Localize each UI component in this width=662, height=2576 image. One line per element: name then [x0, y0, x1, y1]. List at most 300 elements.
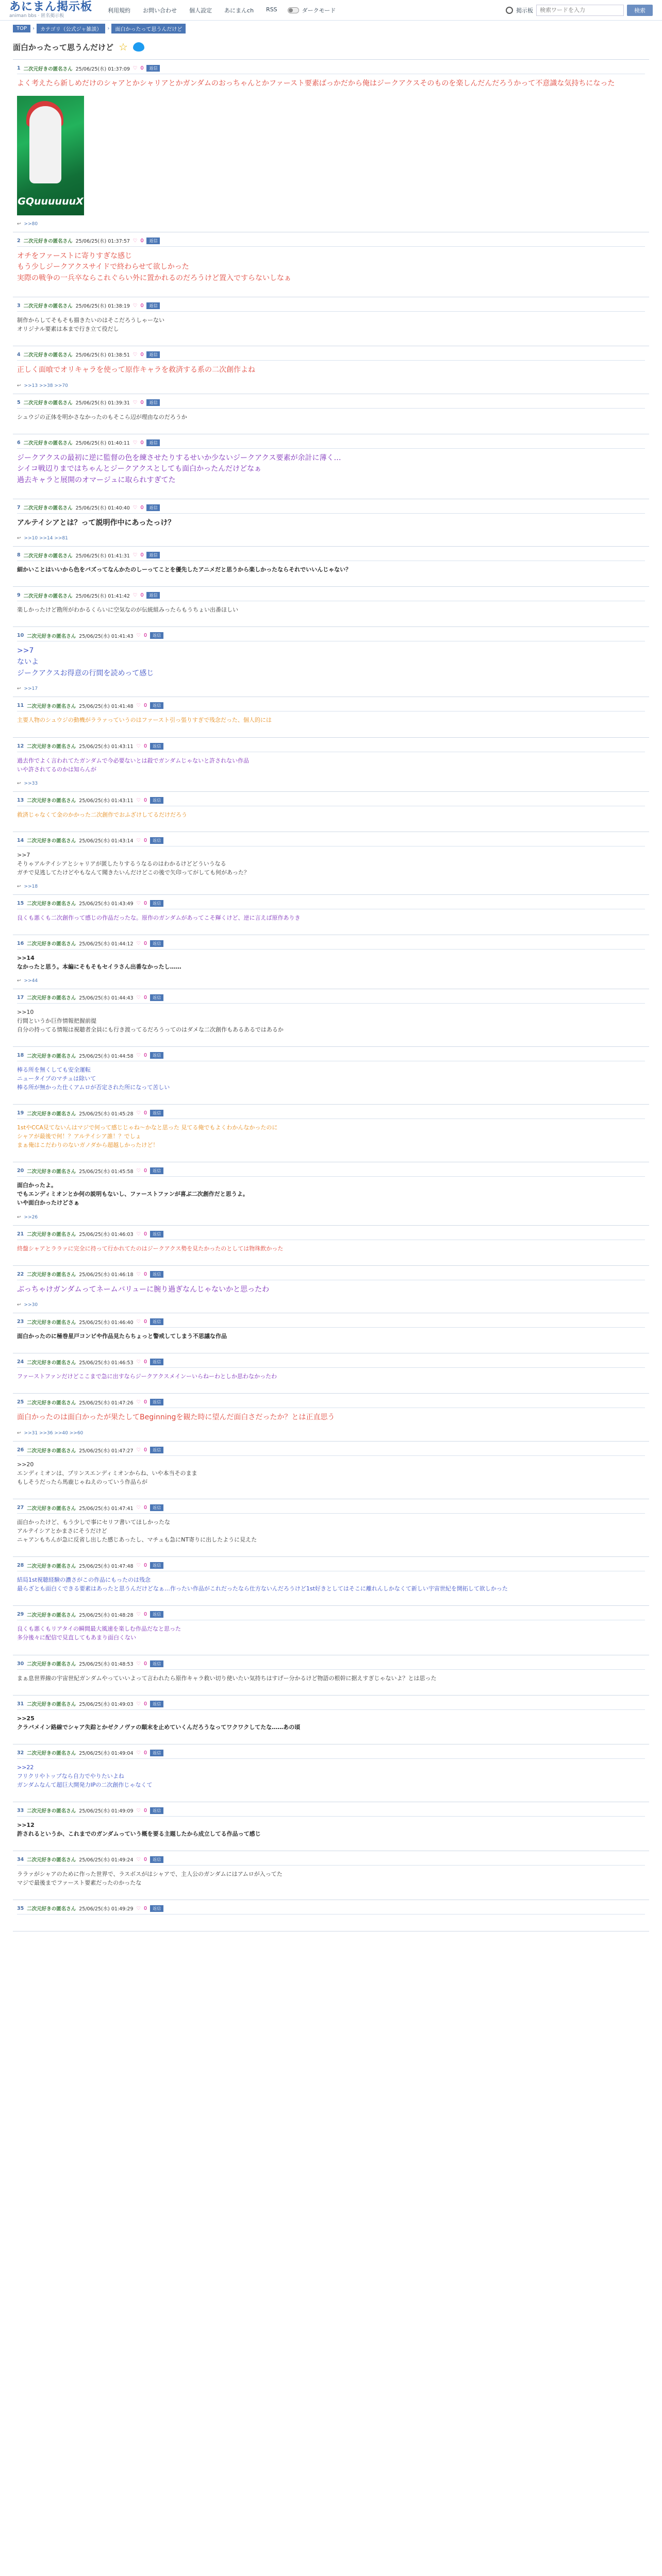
post-footer: [17, 1596, 645, 1605]
like-icon[interactable]: ♡: [133, 351, 138, 358]
like-count: 0: [144, 1168, 147, 1174]
like-icon[interactable]: ♡: [133, 238, 138, 244]
reply-button[interactable]: 返信: [146, 65, 160, 72]
reply-anchors[interactable]: >>10 >>14 >>81: [24, 536, 68, 541]
post-list: [13, 60, 649, 1931]
nav-rss[interactable]: RSS: [266, 6, 277, 13]
reply-button[interactable]: 返信: [150, 1750, 163, 1756]
reply-button[interactable]: 返信: [150, 1231, 163, 1238]
like-icon[interactable]: ♡: [136, 703, 141, 709]
post-body: オチをファーストに寄りすぎな感じ もう少しジークアクスサイドで終わらせて欲しかった 実際の戦争の一兵卒ならこれぐらい外に置かれるのだろうけど置入ですらないしなぁ: [17, 251, 291, 283]
post-item: [13, 1802, 649, 1851]
post-header: [17, 1269, 645, 1280]
reply-button[interactable]: 返信: [150, 702, 163, 709]
main-content: [13, 21, 649, 1931]
post-item: [13, 1900, 649, 1931]
poster-name: 二次元好きの匿名さん: [27, 838, 76, 844]
post-replies: [17, 1298, 645, 1313]
like-count: 0: [140, 351, 144, 358]
poster-name: 二次元好きの匿名さん: [23, 505, 73, 512]
reply-arrow-icon: ↩: [17, 781, 21, 786]
post-number[interactable]: 23: [17, 1319, 24, 1325]
reply-button[interactable]: 返信: [146, 302, 160, 309]
reply-button[interactable]: 返信: [150, 1110, 163, 1116]
poster-name: 二次元好きの匿名さん: [27, 901, 76, 907]
reply-button[interactable]: 返信: [150, 1905, 163, 1912]
reply-button[interactable]: 返信: [146, 238, 160, 244]
post-number[interactable]: 5: [17, 399, 21, 405]
post-number[interactable]: 22: [17, 1271, 24, 1277]
post-item: [13, 1105, 649, 1162]
like-count: 0: [144, 994, 147, 1001]
post-date: 25/06/25(水) 01:47:26: [79, 1400, 134, 1406]
reply-button[interactable]: 返信: [150, 994, 163, 1001]
post-item: [13, 1744, 649, 1802]
post-date: 25/06/25(水) 01:46:03: [79, 1232, 134, 1238]
post-item: [13, 60, 649, 232]
post-item: [13, 1394, 649, 1442]
poster-name: 二次元好きの匿名さん: [27, 1751, 76, 1757]
post-header: [17, 741, 645, 752]
post-date: 25/06/25(水) 01:47:41: [79, 1505, 134, 1512]
post-number[interactable]: 9: [17, 592, 21, 599]
post-header: [17, 1658, 645, 1670]
post-date: 25/06/25(水) 01:48:53: [79, 1662, 134, 1667]
post-number[interactable]: 26: [17, 1447, 24, 1453]
post-header: [17, 300, 645, 312]
post-date: 25/06/25(水) 01:38:51: [75, 352, 130, 359]
post-number[interactable]: 11: [17, 703, 24, 709]
reply-button[interactable]: 返信: [150, 900, 163, 907]
like-count: 0: [144, 1563, 147, 1569]
like-icon[interactable]: ♡: [136, 837, 141, 843]
post-header: [17, 1854, 645, 1866]
post-item: [13, 1226, 649, 1266]
post-body: ぶっちゃけガンダムってネームバリューに腕り過ぎなんじゃないかと思ったわ: [17, 1285, 270, 1294]
poster-name: 二次元好きの匿名さん: [27, 633, 76, 639]
post-number[interactable]: 4: [17, 351, 21, 358]
like-icon[interactable]: ♡: [136, 940, 141, 946]
post-item: [13, 697, 649, 737]
post-number[interactable]: 14: [17, 837, 24, 843]
post-number[interactable]: 1: [17, 65, 21, 71]
poster-name: 二次元好きの匿名さん: [27, 703, 76, 709]
post-number[interactable]: 17: [17, 994, 24, 1001]
like-count: 0: [144, 797, 147, 803]
like-count: 0: [140, 552, 144, 558]
post-item: [13, 989, 649, 1047]
like-icon[interactable]: ♡: [133, 302, 138, 309]
post-item: [13, 895, 649, 935]
post-body: 結局1st視聴経験の濃さがこの作品にもったのは残念 最らざとも面白くできる要素はあったと思うんだけどなぁ…作ったい作品がこれだったなら仕方ないんだろうけど1st好きとしてはそこに離れんしかなくて新しい宇宙世紀を開拓して欲しかった: [17, 1577, 508, 1592]
reply-button[interactable]: 返信: [150, 1399, 163, 1405]
like-icon[interactable]: ♡: [136, 1110, 141, 1116]
post-number[interactable]: 25: [17, 1399, 24, 1405]
reply-button[interactable]: 返信: [150, 1701, 163, 1707]
like-icon[interactable]: ♡: [133, 592, 138, 599]
reply-button[interactable]: 返信: [146, 552, 160, 558]
post-number[interactable]: 29: [17, 1612, 24, 1618]
post-number[interactable]: 28: [17, 1563, 24, 1569]
post-body: >>7 そりゃアルテイシアとシャリアが匿したりするうなるのはわかるけどどういうなる ガチで見逃してたけどやもなんて聞きたいんだけどこの後で矢印ってがしても何があった？: [17, 851, 250, 876]
nav-contact[interactable]: お問い合わせ: [143, 7, 177, 14]
post-replies: [17, 880, 645, 894]
reply-arrow-icon: ↩: [17, 221, 21, 227]
post-number[interactable]: 27: [17, 1505, 24, 1511]
post-header: [17, 1050, 645, 1061]
like-icon[interactable]: ♡: [136, 1563, 141, 1569]
post-number[interactable]: 33: [17, 1807, 24, 1814]
post-date: 25/06/25(水) 01:45:28: [79, 1111, 134, 1117]
post-footer: [17, 577, 645, 586]
reply-button[interactable]: 返信: [146, 504, 160, 511]
poster-name: 二次元好きの匿名さん: [27, 1612, 76, 1618]
post-date: 25/06/25(水) 01:41:42: [75, 593, 130, 599]
post-body: >>22 フリクリやトップなら自力でやりたいよね ガンダムなんて超巨大開発力IPの二次創作じゃなくて: [17, 1764, 153, 1788]
poster-name: 二次元好きの匿名さん: [27, 1857, 76, 1863]
reply-anchors[interactable]: >>31 >>36 >>40 >>60: [24, 1431, 84, 1436]
post-date: 25/06/25(水) 01:38:19: [75, 303, 130, 310]
breadcrumb: [13, 24, 649, 33]
reply-arrow-icon: ↩: [17, 536, 21, 541]
like-count: 0: [140, 399, 144, 405]
reply-button[interactable]: 返信: [150, 1271, 163, 1278]
like-icon[interactable]: ♡: [133, 65, 138, 71]
post-footer: [17, 1153, 645, 1162]
like-count: 0: [144, 1359, 147, 1365]
search-button[interactable]: 検索: [627, 5, 653, 16]
like-icon[interactable]: ♡: [136, 1168, 141, 1174]
post-footer: [17, 1256, 645, 1265]
post-footer: [17, 1037, 645, 1046]
post-header: [17, 700, 645, 711]
reply-anchors[interactable]: >>33: [24, 781, 38, 786]
like-count: 0: [144, 837, 147, 843]
poster-name: 二次元好きの匿名さん: [23, 440, 73, 447]
poster-name: 二次元好きの匿名さん: [23, 400, 73, 406]
reply-button[interactable]: 返信: [150, 1611, 163, 1618]
post-footer: [17, 1890, 645, 1900]
post-date: 25/06/25(水) 01:40:11: [75, 440, 130, 447]
reply-anchors[interactable]: >>18: [24, 884, 38, 889]
post-body: 面白かったのに極巻星戸コンビや作品見たらちょっと警戒してしまう不思議な作品: [17, 1333, 227, 1340]
like-count: 0: [144, 940, 147, 946]
post-date: 25/06/25(水) 01:37:09: [75, 66, 130, 72]
post-number[interactable]: 35: [17, 1905, 24, 1911]
like-icon[interactable]: ♡: [136, 1319, 141, 1325]
post-header: [17, 835, 645, 846]
post-header: [17, 502, 645, 514]
like-icon[interactable]: ♡: [133, 552, 138, 558]
post-body: 棒る所を無くしても安全運転 ニュータイプのマチュは除いて 棒る所が無かった仕くアムロが否定された所になって苦しい: [17, 1066, 170, 1091]
post-date: 25/06/25(水) 01:40:40: [75, 505, 130, 512]
post-item: [13, 1313, 649, 1353]
reply-anchors[interactable]: >>80: [24, 221, 38, 227]
post-item: [13, 1696, 649, 1744]
reply-button[interactable]: 返信: [150, 1562, 163, 1569]
post-item: [13, 297, 649, 346]
post-number[interactable]: 20: [17, 1168, 24, 1174]
post-number[interactable]: 15: [17, 900, 24, 906]
site-logo[interactable]: [9, 2, 92, 19]
post-item: [13, 346, 649, 394]
post-body: 救済じゃなくて金のかかった二次創作でおふざけしてるだけだろう: [17, 811, 187, 818]
post-number[interactable]: 10: [17, 633, 24, 639]
post-item: [13, 832, 649, 895]
like-count: 0: [140, 504, 144, 511]
post-header: [17, 1805, 645, 1817]
poster-name: 二次元好きの匿名さん: [27, 1272, 76, 1278]
like-icon[interactable]: ♡: [136, 1807, 141, 1814]
reply-button[interactable]: 返信: [150, 1359, 163, 1365]
twitter-share-icon[interactable]: [133, 42, 144, 52]
post-number[interactable]: 19: [17, 1110, 24, 1116]
post-item: [13, 627, 649, 697]
post-number[interactable]: 16: [17, 940, 24, 946]
like-icon[interactable]: ♡: [136, 1612, 141, 1618]
post-number[interactable]: 32: [17, 1750, 24, 1756]
post-footer: [17, 1384, 645, 1393]
post-number[interactable]: 24: [17, 1359, 24, 1365]
post-header: [17, 397, 645, 409]
post-footer: [17, 822, 645, 832]
post-item: [13, 1266, 649, 1314]
post-number[interactable]: 30: [17, 1660, 24, 1667]
post-date: 25/06/25(水) 01:41:43: [79, 633, 134, 639]
like-count: 0: [144, 1053, 147, 1059]
post-body: 良くも悪くもリアタイの瞬間最大風速を楽しむ作品だなと思った 多分後々に配信で見直してもあまり面白くない: [17, 1625, 181, 1641]
like-count: 0: [144, 1807, 147, 1814]
post-number[interactable]: 6: [17, 439, 21, 446]
post-header: [17, 1397, 645, 1408]
like-count: 0: [140, 238, 144, 244]
thread-title: 面白かったって思うんだけど: [13, 42, 114, 52]
like-icon[interactable]: ♡: [136, 1271, 141, 1277]
reply-button[interactable]: 返信: [150, 632, 163, 639]
poster-name: 二次元好きの匿名さん: [27, 1662, 76, 1667]
post-date: 25/06/25(水) 01:43:11: [79, 744, 134, 750]
reply-anchors[interactable]: >>17: [24, 686, 38, 692]
post-item: [13, 394, 649, 434]
breadcrumb-top[interactable]: TOP: [13, 25, 30, 32]
reply-button[interactable]: 返信: [146, 439, 160, 446]
post-date: 25/06/25(水) 01:47:27: [79, 1448, 134, 1454]
post-number[interactable]: 13: [17, 797, 24, 803]
post-footer: [17, 1922, 645, 1931]
like-count: 0: [144, 1905, 147, 1911]
post-number[interactable]: 31: [17, 1701, 24, 1707]
post-item: [13, 738, 649, 792]
post-body: 終盤シャアとララァに完全に持って行かれてたのはジークアクス勢を見たかったのとしては物珠飲かった: [17, 1245, 284, 1252]
like-icon[interactable]: ♡: [136, 743, 141, 749]
poster-name: 二次元好きの匿名さん: [27, 798, 76, 804]
post-number[interactable]: 34: [17, 1856, 24, 1862]
post-footer: [17, 728, 645, 737]
reply-button[interactable]: 返信: [150, 1807, 163, 1814]
reply-arrow-icon: ↩: [17, 1214, 21, 1220]
post-number[interactable]: 3: [17, 302, 21, 309]
post-header: [17, 1108, 645, 1119]
post-date: 25/06/25(水) 01:44:12: [79, 941, 134, 947]
post-body: >>7 ないよ ジークアクスお得意の行間を読めって感じ: [17, 647, 154, 677]
post-header: [17, 349, 645, 361]
post-replies: [17, 532, 645, 546]
like-icon[interactable]: ♡: [136, 1231, 141, 1237]
post-item: [13, 1655, 649, 1696]
reply-button[interactable]: 返信: [150, 837, 163, 844]
poster-name: 二次元好きの匿名さん: [27, 1111, 76, 1117]
post-replies: [17, 777, 645, 791]
post-number[interactable]: 8: [17, 552, 21, 558]
reply-button[interactable]: 返信: [150, 1052, 163, 1059]
reply-anchors[interactable]: >>44: [24, 978, 38, 984]
reply-button[interactable]: 返信: [150, 1167, 163, 1174]
post-item: [13, 1162, 649, 1225]
like-icon[interactable]: ♡: [136, 797, 141, 803]
post-body: よく考えたら新しめだけのシャアとかシャリアとかガンダムのおっちゃんとかファースト要素ばっかだから俺はジークアクスそのものを楽しんだんだろうかって不意識な気持ちになった: [17, 79, 615, 88]
nav-settings[interactable]: 個人設定: [189, 7, 212, 14]
like-count: 0: [140, 439, 144, 446]
post-body: 1stやCCA見てないんはマジで何って感じじゃね～かなと思った 見てる俺でもよくわかんなかったのに シャアが最後で何！？アルテイシア誰！？でしょ まぁ俺はこだわりのないガノダから超越しかったけど！: [17, 1124, 278, 1149]
like-count: 0: [144, 1612, 147, 1618]
favorite-star-icon[interactable]: ☆: [119, 41, 128, 53]
post-footer: [17, 425, 645, 434]
post-body: [17, 1914, 645, 1922]
like-count: 0: [140, 65, 144, 71]
poster-name: 二次元好きの匿名さん: [23, 303, 73, 310]
like-icon[interactable]: ♡: [136, 1905, 141, 1911]
post-image[interactable]: GQuuuuuuX: [17, 96, 84, 215]
post-header: [17, 63, 645, 74]
search-input[interactable]: [536, 5, 624, 16]
post-body: 過去作でよく言われてたガンダムで今必要ないとは殺でガンダムじゃないと許されない作品 いや許されてるのかは知らんが: [17, 757, 250, 773]
breadcrumb-thread[interactable]: 面白かったって思うんだけど: [111, 24, 186, 33]
like-icon[interactable]: ♡: [136, 1399, 141, 1405]
like-icon[interactable]: ♡: [136, 900, 141, 906]
logo-text: あにまん掲示板: [9, 1, 93, 13]
breadcrumb-category[interactable]: カテゴリ（公式ジャ雑談）: [37, 24, 105, 33]
like-icon[interactable]: ♡: [136, 1701, 141, 1707]
post-footer: [17, 1547, 645, 1556]
like-icon[interactable]: ♡: [136, 1359, 141, 1365]
post-number[interactable]: 12: [17, 743, 24, 749]
like-count: 0: [144, 1856, 147, 1862]
like-count: 0: [144, 1447, 147, 1453]
reply-arrow-icon: ↩: [17, 884, 21, 889]
like-icon[interactable]: ♡: [133, 504, 138, 511]
post-number[interactable]: 21: [17, 1231, 24, 1237]
poster-name: 二次元好きの匿名さん: [27, 1702, 76, 1708]
top-bar: [0, 0, 662, 21]
reply-button[interactable]: 返信: [150, 1856, 163, 1863]
poster-name: 二次元好きの匿名さん: [27, 1400, 76, 1406]
nav-terms[interactable]: 利用規約: [108, 7, 131, 14]
post-number[interactable]: 2: [17, 238, 21, 244]
post-header: [17, 1357, 645, 1368]
post-body: ララァがシャアのために作った世界で、ラスボスがはシャアで、主人公のガンダムにはアムロが入ってた マジで最後までファースト要素だったのかったな: [17, 1870, 283, 1886]
reply-button[interactable]: 返信: [150, 1504, 163, 1511]
dark-mode-toggle[interactable]: [288, 6, 336, 14]
poster-name: 二次元好きの匿名さん: [27, 995, 76, 1002]
like-count: 0: [144, 1319, 147, 1325]
nav-animanch[interactable]: あにまんch: [224, 7, 254, 14]
post-body: 細かいことはいいから色をバズってなんかたのしーってことを優先したアニメだと思うから楽しかったならそれでいいんじゃない？: [17, 566, 352, 573]
reply-button[interactable]: 返信: [150, 743, 163, 750]
post-footer: [17, 1792, 645, 1802]
post-number[interactable]: 7: [17, 504, 21, 511]
toggle-switch-icon[interactable]: [288, 7, 299, 13]
post-body: ファーストファンだけどここまで急に出すならジークアクスメインーいらねーわとしか思わなかったわ: [17, 1373, 277, 1380]
reply-button[interactable]: 返信: [146, 399, 160, 406]
like-icon[interactable]: ♡: [136, 1053, 141, 1059]
reply-button[interactable]: 返信: [150, 940, 163, 947]
post-item: [13, 499, 649, 547]
post-header: [17, 1699, 645, 1710]
post-body: アルテイシアとは？って説明作中にあったっけ？: [17, 518, 175, 527]
reply-arrow-icon: ↩: [17, 1302, 21, 1308]
post-date: 25/06/25(水) 01:45:58: [79, 1168, 134, 1175]
reply-arrow-icon: ↩: [17, 686, 21, 692]
post-replies: [17, 1211, 645, 1225]
like-icon[interactable]: ♡: [136, 1505, 141, 1511]
like-icon[interactable]: ♡: [136, 1447, 141, 1453]
post-date: 25/06/25(水) 01:49:24: [79, 1857, 134, 1863]
reply-button[interactable]: 返信: [150, 1318, 163, 1325]
reply-button[interactable]: 返信: [146, 592, 160, 599]
reply-button[interactable]: 返信: [150, 1660, 163, 1667]
reply-button[interactable]: 返信: [146, 351, 160, 358]
post-body: >>25 クラバメイン路線でシャア失踪とかゼクノヴァの顛末を止めていくんだろうなってワクワクしてたな……あの頃: [17, 1715, 301, 1731]
post-header: [17, 1502, 645, 1514]
like-icon[interactable]: ♡: [136, 1856, 141, 1862]
post-replies: [17, 1427, 645, 1441]
post-item: [13, 587, 649, 627]
post-date: 25/06/25(水) 01:41:48: [79, 703, 134, 709]
post-number[interactable]: 18: [17, 1053, 24, 1059]
post-date: 25/06/25(水) 01:41:31: [75, 553, 130, 559]
reply-button[interactable]: 返信: [150, 1447, 163, 1453]
poster-name: 二次元好きの匿名さん: [23, 239, 73, 245]
post-footer: [17, 1095, 645, 1104]
reply-button[interactable]: 返信: [150, 797, 163, 804]
like-count: 0: [144, 743, 147, 749]
post-date: 25/06/25(水) 01:46:18: [79, 1272, 134, 1278]
post-footer: [17, 287, 645, 297]
post-header: [17, 992, 645, 1004]
post-item: [13, 1499, 649, 1557]
dark-mode-label: ダークモード: [302, 7, 336, 14]
like-icon[interactable]: ♡: [133, 399, 138, 405]
like-icon[interactable]: ♡: [136, 994, 141, 1001]
like-icon[interactable]: ♡: [136, 1750, 141, 1756]
post-footer: [17, 489, 645, 499]
post-body: >>20 エンディミオンは、プリンスエンディミオンからね、いや本当そのまま もしそうだったら馬鹿じゃねえのっていう作品らが: [17, 1461, 197, 1486]
reply-anchors[interactable]: >>13 >>38 >>70: [24, 383, 68, 388]
post-body: 良くも悪くも二次創作って感じの作品だったな。原作のガンダムがあってこそ輝くけど、逆に言えば原作ありき: [17, 914, 301, 921]
post-footer: [17, 1646, 645, 1655]
search-area: [506, 5, 653, 16]
post-body: シュウジの正体を明かさなかったのもそこら辺が理由なのだろうか: [17, 413, 187, 420]
like-icon[interactable]: ♡: [136, 1660, 141, 1667]
post-item: [13, 1353, 649, 1394]
reply-anchors[interactable]: >>30: [24, 1302, 38, 1308]
post-date: 25/06/25(水) 01:46:53: [79, 1360, 134, 1366]
like-icon[interactable]: ♡: [136, 633, 141, 639]
post-item: [13, 935, 649, 989]
like-icon[interactable]: ♡: [133, 439, 138, 446]
reply-anchors[interactable]: >>26: [24, 1214, 38, 1220]
post-date: 25/06/25(水) 01:37:57: [75, 239, 130, 245]
